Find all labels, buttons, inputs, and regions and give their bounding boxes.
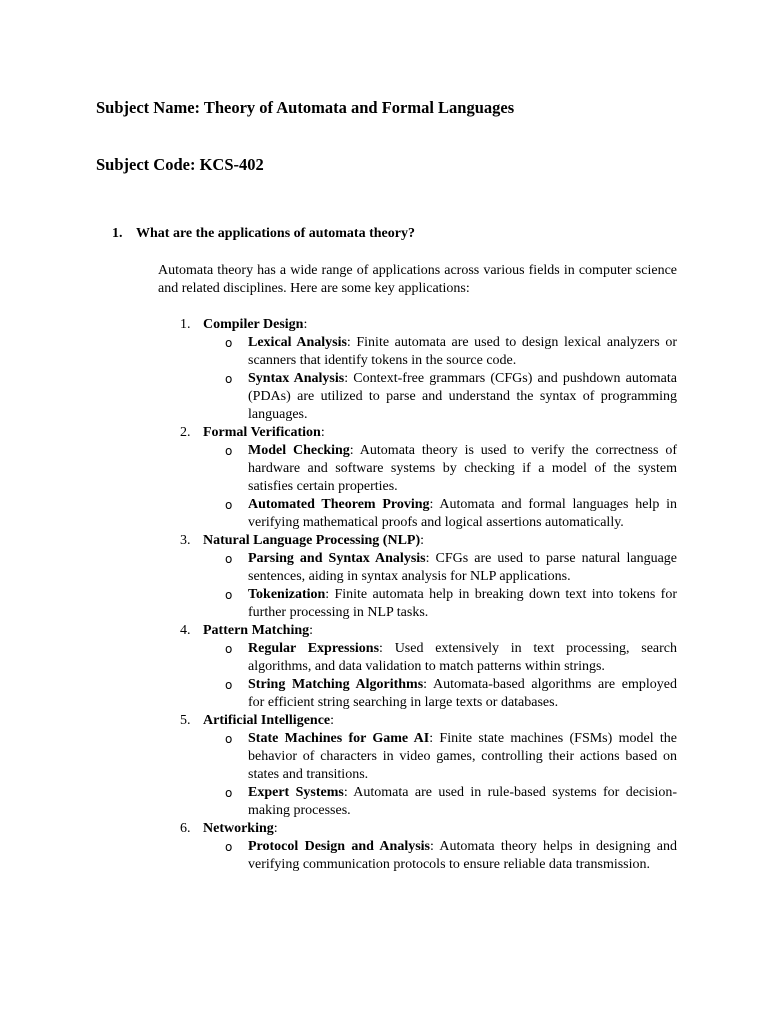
sub-item-body	[248, 730, 677, 784]
application-heading-text: Natural Language Processing (NLP):	[203, 533, 425, 548]
application-number: 5.	[180, 713, 191, 728]
application-number: 1.	[180, 317, 191, 332]
application-heading	[180, 622, 677, 640]
sub-item-text: : Automata-based algorithms are employed for efficient string searching in large texts or databases.	[248, 677, 677, 710]
sub-item	[180, 838, 677, 874]
sub-item	[180, 370, 677, 424]
intro-paragraph: Automata theory has a wide range of applications across various fields in computer science and related disciplines. Here are some key applications:	[158, 263, 677, 296]
sub-item-text: : Context-free grammars (CFGs) and pushdown automata (PDAs) are utilized to parse and understand the syntax of programming languages.	[248, 371, 677, 422]
sub-item-title: State Machines for Game AI	[248, 731, 430, 746]
sub-item-title: Syntax Analysis	[248, 371, 345, 386]
application-heading	[180, 712, 677, 730]
application-title: Natural Language Processing (NLP)	[203, 533, 421, 548]
application-title: Formal Verification	[203, 425, 321, 440]
sub-item	[180, 442, 677, 496]
bullet-icon: o	[225, 444, 233, 458]
applications-list	[180, 316, 677, 874]
sub-item-body	[248, 640, 677, 676]
application-title: Networking	[203, 821, 274, 836]
sub-item-text: : Finite automata are used to design lexical analyzers or scanners that identify tokens in the source code.	[248, 335, 677, 368]
bullet-icon: o	[225, 732, 233, 746]
sub-item-title: Expert Systems	[248, 785, 344, 800]
application-heading	[180, 424, 677, 442]
application-item	[180, 622, 677, 712]
sub-item-title: Protocol Design and Analysis	[248, 839, 430, 854]
application-heading	[180, 820, 677, 838]
bullet-icon: o	[225, 786, 233, 800]
application-heading	[180, 316, 677, 334]
sub-item-title: Automated Theorem Proving	[248, 497, 430, 512]
application-heading	[180, 532, 677, 550]
application-item	[180, 532, 677, 622]
sub-item-title: Model Checking	[248, 443, 350, 458]
application-heading-text: Networking:	[203, 821, 278, 836]
application-title: Artificial Intelligence	[203, 713, 331, 728]
application-number: 4.	[180, 623, 191, 638]
sub-item-body	[248, 550, 677, 586]
application-number: 2.	[180, 425, 191, 440]
application-title: Pattern Matching	[203, 623, 310, 638]
sub-item-title: Tokenization	[248, 587, 326, 602]
sub-item-text: : Automata theory helps in designing and verifying communication protocols to ensure reliable data transmission.	[248, 839, 677, 872]
application-item	[180, 712, 677, 820]
sub-item	[180, 730, 677, 784]
application-item	[180, 316, 677, 424]
question-heading	[112, 226, 415, 242]
sub-item-text: : Automata theory is used to verify the correctness of hardware and software systems by checking if a model of the system satisfies certain properties.	[248, 443, 678, 494]
application-heading-text: Pattern Matching:	[203, 623, 314, 638]
application-number: 3.	[180, 533, 191, 548]
sub-item-text: : Finite automata help in breaking down text into tokens for further processing in NLP tasks.	[248, 587, 677, 620]
sub-item-body	[248, 496, 677, 532]
sub-item-body	[248, 784, 677, 820]
application-title: Compiler Design	[203, 317, 304, 332]
sub-item-title: Regular Expressions	[248, 641, 380, 656]
application-item	[180, 820, 677, 874]
sub-item-body	[248, 442, 677, 496]
sub-item-title: Parsing and Syntax Analysis	[248, 551, 426, 566]
question-text: What are the applications of automata theory?	[136, 226, 415, 241]
bullet-icon: o	[225, 840, 233, 854]
sub-item	[180, 784, 677, 820]
sub-item	[180, 640, 677, 676]
sub-item	[180, 334, 677, 370]
application-heading-text: Artificial Intelligence:	[203, 713, 335, 728]
bullet-icon: o	[225, 336, 233, 350]
subject-name-heading: Subject Name: Theory of Automata and Formal Languages	[96, 98, 515, 117]
sub-item-body	[248, 838, 677, 874]
sub-item-title: Lexical Analysis	[248, 335, 347, 350]
sub-item-text: : Automata and formal languages help in verifying mathematical proofs and logical assertions automatically.	[248, 497, 678, 530]
sub-item-body	[248, 586, 677, 622]
subject-code-heading: Subject Code: KCS-402	[96, 155, 264, 174]
application-heading-text: Compiler Design:	[203, 317, 308, 332]
application-heading-text: Formal Verification:	[203, 425, 325, 440]
sub-item-title: String Matching Algorithms	[248, 677, 424, 692]
sub-item-text: : CFGs are used to parse natural language sentences, aiding in syntax analysis for NLP applications.	[248, 551, 678, 584]
sub-item	[180, 676, 677, 712]
bullet-icon: o	[225, 588, 233, 602]
sub-item-text: : Used extensively in text processing, search algorithms, and data validation to match patterns within strings.	[248, 641, 678, 674]
bullet-icon: o	[225, 498, 233, 512]
sub-item-body	[248, 370, 677, 424]
bullet-icon: o	[225, 372, 233, 386]
sub-item-text: : Finite state machines (FSMs) model the behavior of characters in video games, controlling their actions based on states and transitions.	[248, 731, 677, 782]
sub-item-body	[248, 676, 677, 712]
sub-item	[180, 550, 677, 586]
sub-item-body	[248, 334, 677, 370]
bullet-icon: o	[225, 552, 233, 566]
bullet-icon: o	[225, 642, 233, 656]
sub-item-text: : Automata are used in rule-based systems for decision-making processes.	[248, 785, 678, 818]
application-item	[180, 424, 677, 532]
application-number: 6.	[180, 821, 191, 836]
sub-item	[180, 586, 677, 622]
sub-item	[180, 496, 677, 532]
question-number: 1.	[112, 226, 123, 241]
bullet-icon: o	[225, 678, 233, 692]
